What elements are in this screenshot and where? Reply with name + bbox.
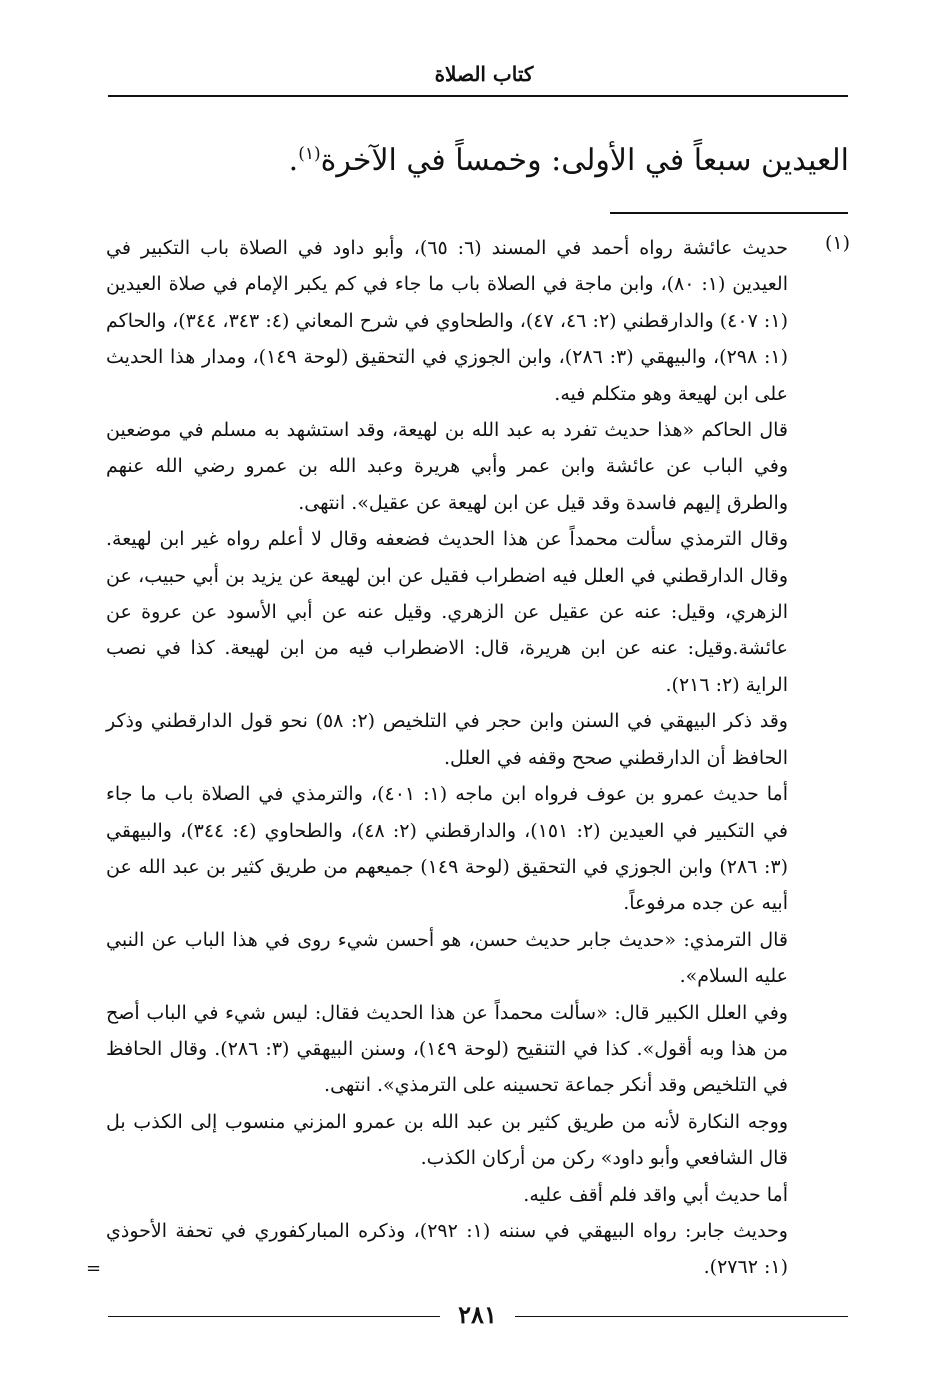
continuation-mark: = <box>86 1258 102 1279</box>
header-rule <box>108 95 848 97</box>
footer-rule-right <box>515 1316 848 1317</box>
footnote-separator <box>610 212 848 214</box>
page-number: ٢٨١ <box>458 1300 497 1329</box>
footnote-paragraph: أما حديث عمرو بن عوف فرواه ابن ماجه (١: ٤٠١)، والترمذي في الصلاة باب ما جاء في التكبير في العيدين (٢: ١٥١)، والدارقطني (٢: ٤٨)، والطحاوي (٤: ٣٤٤)، والبيهقي (٣: ٢٨٦) وابن الجوزي في التحقيق (لوحة ١٤٩) جميعهم من طريق كثير بن عبد الله عن أبيه عن جده مرفوعاً. <box>106 783 788 915</box>
footer-rule-left <box>108 1316 440 1317</box>
main-text: العيدين سبعاً في الأولى: وخمساً في الآخرة <box>320 143 849 178</box>
main-text-end: . <box>288 143 299 178</box>
footnote-paragraph: قال الترمذي: «حديث جابر حديث حسن، هو أحسن شيء روى في هذا الباب عن النبي عليه السلام». <box>106 928 788 988</box>
running-head: كتاب الصلاة <box>434 62 534 86</box>
footnote-paragraph: وحديث جابر: رواه البيهقي في سننه (١: ٢٩٢)، وذكره المباركفوري في تحفة الأحوذي (١: ٢٧٦٢). <box>106 1219 788 1279</box>
footnote-reference: (١) <box>298 144 321 164</box>
footnote-paragraph: ووجه النكارة لأنه من طريق كثير بن عبد الله بن عمرو المزني منسوب إلى الكذب بل قال الشافعي وأبو داود» ركن من أركان الكذب. <box>106 1110 788 1170</box>
footnote-block <box>106 230 788 1286</box>
footnote-paragraph: وقال الترمذي سألت محمداً عن هذا الحديث فضعفه وقال لا أعلم رواه غير ابن لهيعة. وقال الدارقطني في العلل فيه اضطراب فقيل عن ابن لهيعة عن يزيد بن أبي حبيب، عن الزهري، وقيل: عنه عن عقيل عن الزهري. وقيل عنه عن أبي الأسود عن عروة عن عائشة.وقيل: عنه عن ابن هريرة، قال: الاضطراب فيه من ابن لهيعة. كذا في نصب الراية (٢: ٢١٦). <box>106 528 788 696</box>
footnote-paragraph: حديث عائشة رواه أحمد في المسند (٦: ٦٥)، وأبو داود في الصلاة باب التكبير في العيدين (١: ٨٠)، وابن ماجة في الصلاة باب ما جاء في كم يكبر الإمام في صلاة العيدين (١: ٤٠٧) والدارقطني (٢: ٤٦، ٤٧)، والطحاوي في شرح المعاني (٤: ٣٤٣، ٣٤٤)، والحاكم (١: ٢٩٨)، والبيهقي (٣: ٢٨٦)، وابن الجوزي في التحقيق (لوحة ١٤٩)، ومدار هذا الحديث على ابن لهيعة وهو متكلم فيه. <box>106 237 789 405</box>
footnote-marker: (١) <box>824 232 850 254</box>
footnote-paragraph: وقد ذكر البيهقي في السنن وابن حجر في التلخيص (٢: ٥٨) نحو قول الدارقطني وذكر الحافظ أن الدارقطني صحح وقفه في العلل. <box>106 710 788 769</box>
footnote-paragraph: أما حديث أبي واقد فلم أقف عليه. <box>523 1183 788 1206</box>
footnote-paragraph: قال الحاكم «هذا حديث تفرد به عبد الله بن لهيعة، وقد استشهد به مسلم في موضعين وفي الباب عن عائشة وابن عمر وأبي هريرة وعبد الله بن عمرو رضي الله عنهم والطرق إليهم فاسدة وقد قيل عن ابن لهيعة عن عقيل». انتهى. <box>106 419 788 514</box>
main-text-line <box>288 130 849 185</box>
footnote-paragraph: وفي العلل الكبير قال: «سألت محمداً عن هذا الحديث فقال: ليس شيء في الباب أصح من هذا وبه أقول». كذا في التنقيح (لوحة ١٤٩)، وسنن البيهقي (٣: ٢٨٦). وقال الحافظ في التلخيص وقد أنكر جماعة تحسينه على الترمذي». انتهى. <box>106 1001 788 1097</box>
